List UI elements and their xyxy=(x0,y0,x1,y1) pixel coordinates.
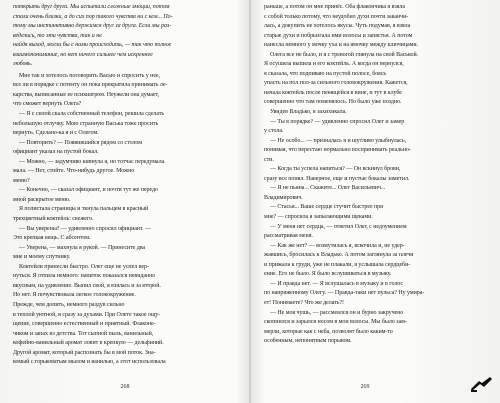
text-line: я сказала, что подпиваю на пустой полосе, боясь xyxy=(264,70,387,77)
text-line: мне и моему спутнику. xyxy=(13,254,71,261)
text-line: веделись, то эти чувства, так и не xyxy=(13,32,102,39)
text-line: по напряженному Олегу. — Правда-таки нет пульса? Ну умира- xyxy=(264,290,425,297)
text-line: мерли, которые как с неба, позволят было каким-то xyxy=(264,328,393,335)
text-line: любовь. xyxy=(13,61,33,68)
text-line: рассматривая меня. xyxy=(264,233,313,240)
text-line: — Вы уверены? — удивленно спросил официант. — xyxy=(19,225,151,232)
text-line: поткрыть друг друга. Мы испытали сложные эмоции, потом xyxy=(13,4,170,10)
text-line: ет! Понимаете? Что же делать?! xyxy=(264,299,344,306)
text-line: — Повторить? — Появившийся рядом со столом xyxy=(19,139,142,146)
text-line: старые духи и побрызгала ими волосы и запястья. А потом xyxy=(264,32,413,39)
text-line: взаимопонимание, но нет ничего сильнее чем искреннее xyxy=(13,51,153,58)
text-line: в теплой уютной, я сразу за духами. При Олете такое ощу- xyxy=(13,311,161,318)
left-page-number: 268 xyxy=(120,384,130,390)
text-line: нуться. Я отпила немного: напиток показался невиданно xyxy=(13,273,156,280)
left-page-text xyxy=(13,3,235,368)
text-line: — Стасья... Ваше сердце стучит быстрее при xyxy=(270,204,384,211)
text-line: Коктейли принесли быстро. Олег еще не успел вер- xyxy=(19,263,149,270)
text-line: стали очень близки, а до сих пор такого чувства ни с кем... По- xyxy=(13,13,173,20)
text-line: чиком и запах из детства. Тот сыпной пыль, ванильный, xyxy=(13,330,154,337)
text-line: щение, совершенно естественный и приятный. Флаконе- xyxy=(13,321,156,328)
text-line: раньше, а потом он мне принёс. Оба флакончика я взяла xyxy=(264,4,405,10)
text-line: Но нет. Я почувствовала легкое головокружение. xyxy=(13,292,136,299)
right-page-text xyxy=(264,3,486,347)
text-line: трехцветный коктейль: свежего. xyxy=(13,216,94,223)
text-line: лась, а докупить не хотелось вкусы. Чуть подумав, я взяла xyxy=(264,23,411,30)
text-line: — Не особо... — призналась я и шутливо улыбнулась, xyxy=(270,137,407,144)
text-line: Владимирович. xyxy=(264,194,303,201)
text-line: карства, выписанные ее психиатром. Неужели она думает, xyxy=(13,91,160,98)
text-line: сразу все понял. Наверное, еще и пустые бокалы заметил. xyxy=(264,175,410,182)
text-line: жавшись, бросилась к Владько. А потом заглянула за плечи xyxy=(264,252,414,259)
right-page-number: 269 xyxy=(360,384,370,390)
text-line: Увидев Владько, я захихикала. xyxy=(270,109,347,116)
text-line: — Уверена, — махнула я рукой. — Принесите два xyxy=(19,244,146,251)
text-line: все ли в порядке с потенту он пока прекратила принимать ле- xyxy=(13,82,168,89)
text-line: что сможет вернуть Олега? xyxy=(13,101,82,108)
left-page xyxy=(13,3,235,368)
text-line: особенным, непонятным порывом. xyxy=(264,338,352,345)
text-line: и прижала к груди, уже не плакали, я услышала сердцеби- xyxy=(264,261,411,268)
pen-icon xyxy=(470,375,494,393)
text-line: — Я не пьяна... Скажите... Олег Васильевич... xyxy=(270,185,386,192)
text-line: ение. Его не было. Я было вслушиваться в музыку. xyxy=(264,271,392,278)
text-line: кофейно-ванильный аромат ловит в крепкую — дельфиний. xyxy=(13,340,164,347)
text-line: совершенно что там поменялось. Но было уже поздно. xyxy=(264,99,402,106)
text-line: найдя выход, могли бы с нами происходить, — так что полное xyxy=(13,42,172,49)
text-line: скопнился и зарылся носом в мои волосы. Мы было зам- xyxy=(264,319,407,326)
text-line: — У меня нет сердца, — ответил Олег, с недоумением xyxy=(270,223,407,230)
text-line: мной раскрытое меню. xyxy=(13,196,71,203)
book-gutter xyxy=(249,0,251,403)
text-line: — И правда нет. — Я вслушалась в музыку и в голос xyxy=(270,280,403,287)
text-line: Другой аромат, который распознать бы в мой поток. Зна- xyxy=(13,349,156,356)
text-line: — Когда ты успела напиться? — Он вскинул брови, xyxy=(270,166,401,173)
text-line: небольшую отлучку. Мою странную Васька тоже просить xyxy=(13,120,159,127)
text-line: — Как же нет? — возмутилась я, вскочила и, не удер- xyxy=(270,242,405,249)
text-line: нанесла немного у мочку уха и на ямочку между ключицами. xyxy=(264,42,418,49)
text-line: мне? — спросила я запылающими щеками. xyxy=(264,214,373,221)
text-line: мала. — Нет, стойте. Что-нибудь другое. Можно xyxy=(13,168,135,175)
text-line: комый с горьковатым мылом и ванилью, а этот использовала xyxy=(13,359,166,366)
text-line: упасть на пол пол-за сильного головокружения. Кажется, xyxy=(264,80,408,87)
text-line: понимая, что перестаю нормально воспринимать реально- xyxy=(264,147,411,154)
text-line: Я полистала страницы и ткнула пальцем в красный xyxy=(19,206,149,213)
text-line: Это крепкая вещь. С абсентом. xyxy=(13,235,91,242)
text-line: вкусным, на удивление. Выпил свой, я взялась и за второй. xyxy=(13,282,161,289)
text-line: тому мы инстинктивно держимся друг за друга. Если мы раз- xyxy=(13,23,172,30)
text-line: — Конечно, — сказал официант, и почти тут же передо xyxy=(19,187,158,194)
text-line: меню? xyxy=(13,177,30,184)
text-line: Мне так и хотелось поговорить Васью и спросить у нее, xyxy=(19,72,160,79)
text-line: Я осушила выпила и его коктейль. А когда он вернулся, xyxy=(264,61,404,68)
text-line: — Можно, — задумчиво кивнула я, но тотчас передумала. xyxy=(19,158,166,165)
text-line: Прежде, чем допить, немного раздув сильно xyxy=(13,301,125,308)
text-line: — Ты в порядке? — удивленно спросил Олег и замер xyxy=(270,118,405,125)
text-line: начала коктейль после пенящейся в вине, и тут в клубе xyxy=(264,89,402,96)
right-page xyxy=(264,3,486,347)
text-line: — Я с силой скала собственный телефон, решила сделать xyxy=(19,111,165,118)
text-line: Олега все не было, и я с тревогой глянула на свой Васькой. xyxy=(270,51,419,58)
text-line: сти. xyxy=(264,156,274,163)
text-line: с собой только потому, что неудобно духи почти заканчи- xyxy=(264,13,409,20)
text-line: вернуть. Сделано-ка я и с Олегом. xyxy=(13,130,99,137)
text-line: у стола. xyxy=(264,128,284,135)
text-line: официант указал на пустой бокал. xyxy=(13,149,99,156)
text-line: — Не моя чушь, — рассмеялся он и бурно закручено xyxy=(270,309,404,316)
